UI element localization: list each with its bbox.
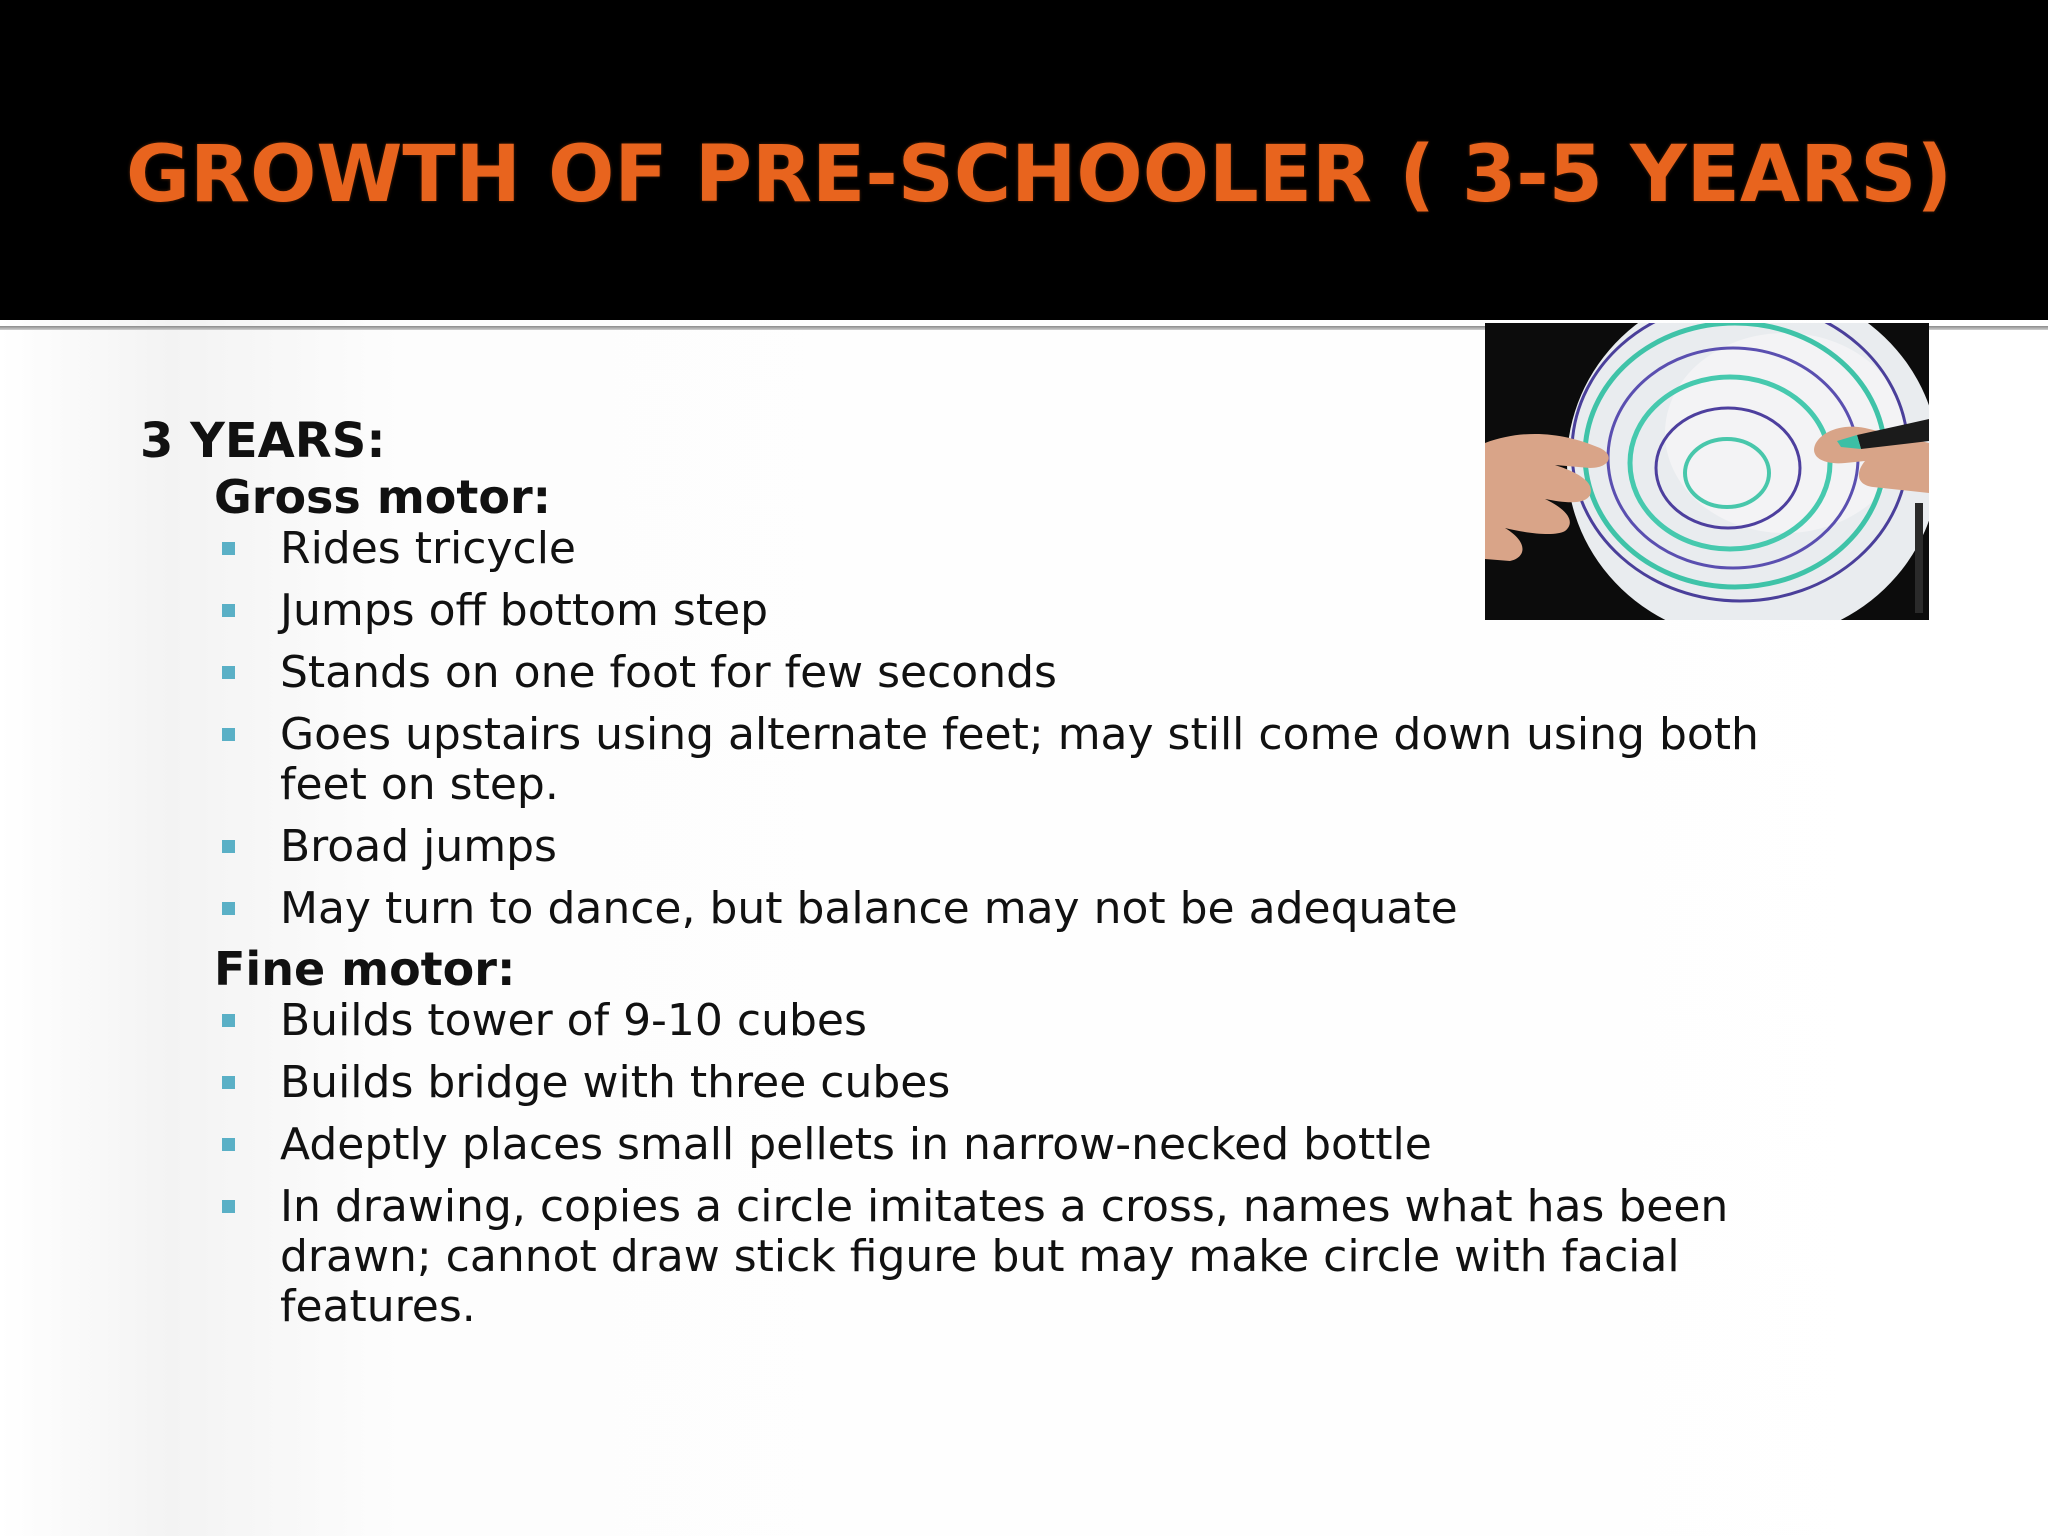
list-item-text: Adeptly places small pellets in narrow-necked bottle	[280, 1119, 1432, 1170]
gross-motor-heading: Gross motor:	[214, 470, 552, 524]
list-item	[214, 710, 1820, 810]
list-item-text: Builds bridge with three cubes	[280, 1057, 951, 1108]
list-item	[214, 1058, 1820, 1108]
list-item-text: Rides tricycle	[280, 523, 576, 574]
list-item-text: In drawing, copies a circle imitates a cross, names what has been drawn; cannot draw stick figure but may make circle with facial features.	[280, 1181, 1729, 1332]
list-item	[214, 1120, 1820, 1170]
square-bullet-icon	[222, 666, 235, 679]
list-item-text: May turn to dance, but balance may not be adequate	[280, 883, 1458, 934]
square-bullet-icon	[222, 1014, 235, 1027]
list-item	[214, 586, 1820, 636]
square-bullet-icon	[222, 840, 235, 853]
list-item-text: Goes upstairs using alternate feet; may still come down using both feet on step.	[280, 709, 1759, 810]
list-item-text: Stands on one foot for few seconds	[280, 647, 1057, 698]
title-bar	[0, 0, 2048, 320]
square-bullet-icon	[222, 902, 235, 915]
square-bullet-icon	[222, 728, 235, 741]
slide-body	[140, 412, 1940, 1344]
fine-motor-heading: Fine motor:	[214, 942, 516, 996]
square-bullet-icon	[222, 1138, 235, 1151]
list-item	[214, 648, 1820, 698]
square-bullet-icon	[222, 542, 235, 555]
list-item-text: Broad jumps	[280, 821, 557, 872]
square-bullet-icon	[222, 1200, 235, 1213]
list-item-text: Jumps off bottom step	[280, 585, 769, 636]
square-bullet-icon	[222, 1076, 235, 1089]
list-item-text: Builds tower of 9-10 cubes	[280, 995, 867, 1046]
fine-motor-list	[214, 996, 1940, 1332]
slide-title: GROWTH OF PRE-SCHOOLER ( 3-5 YEARS)	[126, 130, 1953, 220]
list-item	[214, 1182, 1820, 1332]
square-bullet-icon	[222, 604, 235, 617]
list-item	[214, 822, 1820, 872]
list-item	[214, 884, 1820, 934]
list-item	[214, 524, 1820, 574]
gross-motor-list	[214, 524, 1940, 934]
age-heading: 3 YEARS:	[140, 413, 386, 469]
list-item	[214, 996, 1820, 1046]
